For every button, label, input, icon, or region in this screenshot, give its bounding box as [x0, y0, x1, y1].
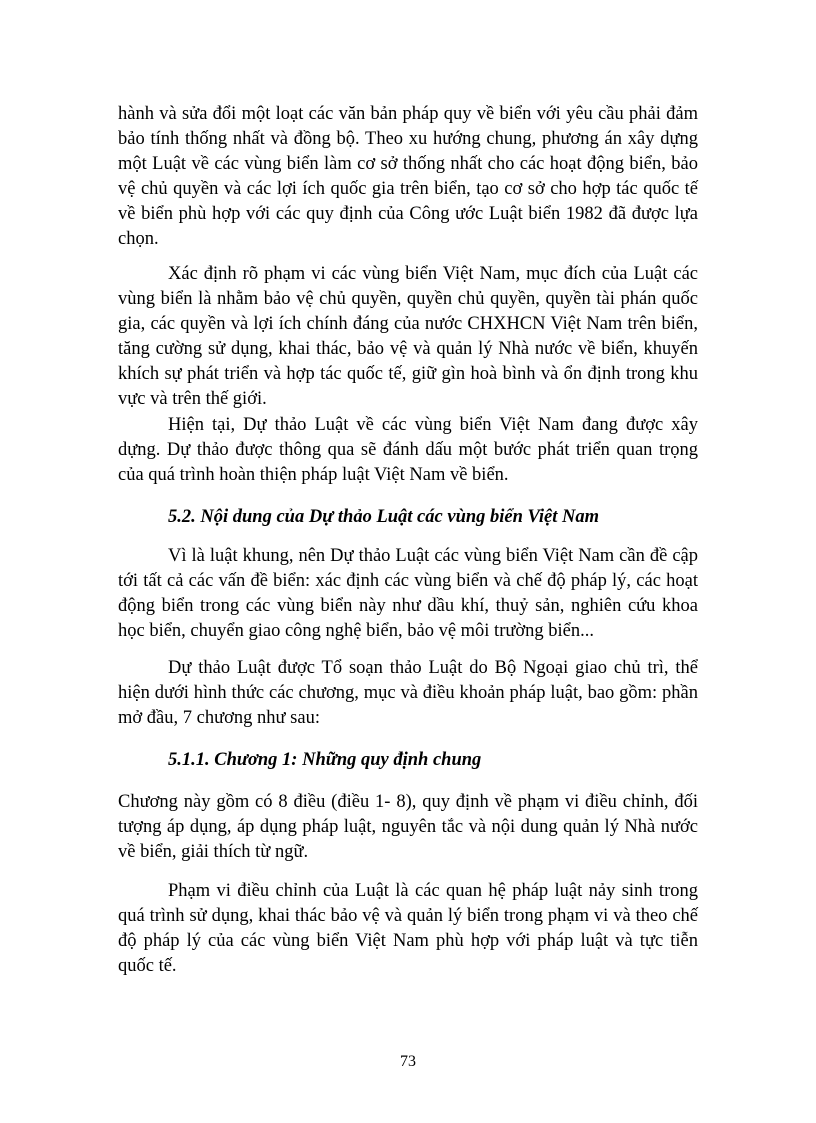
paragraph: Chương này gồm có 8 điều (điều 1- 8), quy định về phạm vi điều chỉnh, đối tượng áp dụng, áp dụng pháp luật, nguyên tắc và nội dung quản lý Nhà nước về biển, giải thích từ ngữ.: [118, 792, 698, 862]
paragraph: Phạm vi điều chỉnh của Luật là các quan hệ pháp luật nảy sinh trong quá trình sử dụng, khai thác bảo vệ và quản lý biển trong phạm vi và theo chế độ pháp lý của các vùng biển Việt Nam phù hợp với pháp luật và tực tiễn quốc tế.: [118, 881, 698, 976]
paragraph: hành và sửa đổi một loạt các văn bản pháp quy về biển với yêu cầu phải đảm bảo tính thống nhất và đồng bộ. Theo xu hướng chung, phương án xây dựng một Luật về các vùng biển làm cơ sở thống nhất cho các hoạt động biển, bảo vệ chủ quyền và các lợi ích quốc gia trên biển, tạo cơ sở cho hợp tác quốc tế về biển phù hợp với các quy định của Công ước Luật biển 1982 đã được lựa chọn.: [118, 104, 698, 249]
paragraph: Dự thảo Luật được Tổ soạn thảo Luật do Bộ Ngoại giao chủ trì, thể hiện dưới hình thức các chương, mục và điều khoản pháp luật, bao gồm: phần mở đầu, 7 chương như sau:: [118, 658, 698, 728]
paragraph: Hiện tại, Dự thảo Luật về các vùng biển Việt Nam đang được xây dựng. Dự thảo được thông qua sẽ đánh dấu một bước phát triển quan trọng của quá trình hoàn thiện pháp luật Việt Nam về biển.: [118, 415, 698, 485]
paragraph: Vì là luật khung, nên Dự thảo Luật các vùng biển Việt Nam cần đề cập tới tất cả các vấn đề biển: xác định các vùng biển và chế độ pháp lý, các hoạt động biển trong các vùng biển này như dầu khí, thuỷ sản, nghiên cứu khoa học biển, chuyển giao công nghệ biển, bảo vệ môi trường biển...: [118, 546, 698, 641]
subsection-heading: 5.1.1. Chương 1: Những quy định chung: [168, 750, 482, 770]
paragraph: Xác định rõ phạm vi các vùng biển Việt Nam, mục đích của Luật các vùng biển là nhằm bảo vệ chủ quyền, quyền chủ quyền, quyền tài phán quốc gia, các quyền và lợi ích chính đáng của nước CHXHCN Việt Nam trên biển, tăng cường sử dụng, khai thác, bảo vệ và quản lý Nhà nước về biển, khuyến khích sự phát triển và hợp tác quốc tế, giữ gìn hoà bình và ổn định trong khu vực và trên thế giới.: [118, 264, 698, 409]
section-heading: 5.2. Nội dung của Dự thảo Luật các vùng biển Việt Nam: [168, 507, 599, 527]
page-number: 73: [400, 1053, 416, 1070]
